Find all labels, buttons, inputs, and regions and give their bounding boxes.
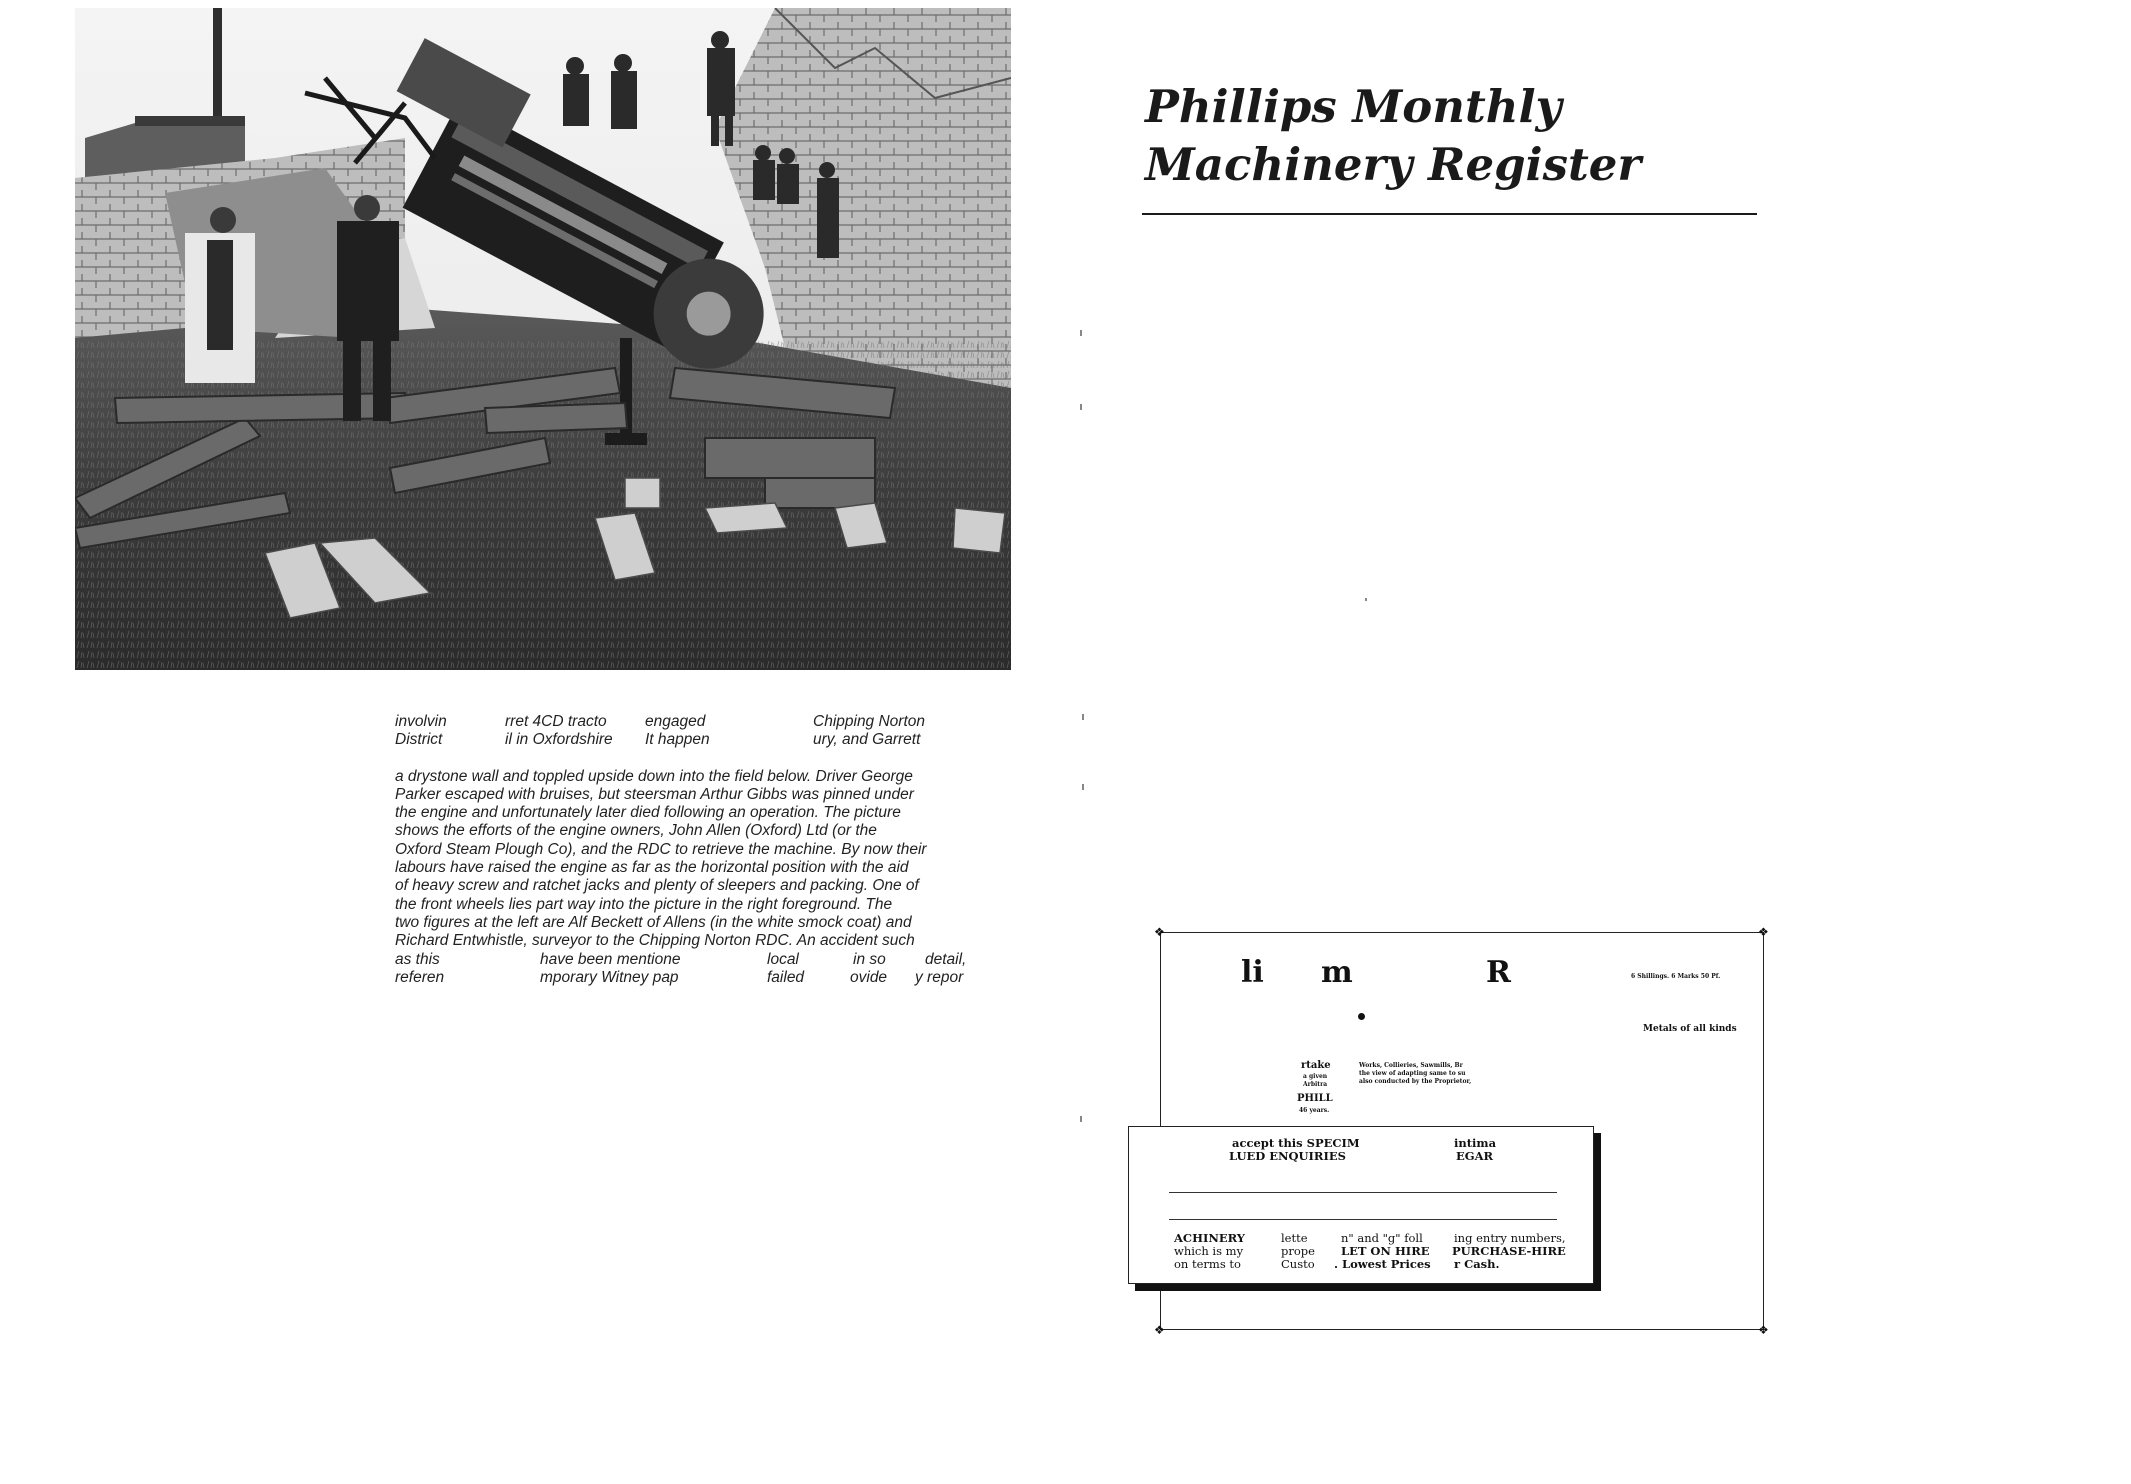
page-title-line-2: Machinery Register <box>1145 138 1642 191</box>
caption-fragment: y repor <box>915 968 964 986</box>
scan-speck <box>1080 404 1082 410</box>
caption-fragment: engaged <box>645 713 706 730</box>
photo-caption <box>395 713 1020 987</box>
bullet-dot-icon <box>1358 1013 1365 1020</box>
card-text: ing entry numbers, <box>1454 1231 1566 1245</box>
caption-row-1 <box>395 713 1020 731</box>
advert-fragment: PHILL <box>1297 1093 1333 1104</box>
caption-line: the front wheels lies part way into the picture in the right foreground. The <box>395 895 893 913</box>
caption-line: shows the efforts of the engine owners, John Allen (Oxford) Ltd (or the <box>395 822 877 840</box>
scan-speck <box>1365 598 1367 601</box>
card-text: LUED ENQUIRIES <box>1229 1149 1346 1163</box>
advert-fragment: a given <box>1303 1073 1328 1080</box>
advert-fragment: 46 years. <box>1299 1107 1330 1114</box>
photograph-overturned-engine <box>75 8 1011 670</box>
advert-fragment: the view of adapting same to su <box>1359 1070 1466 1077</box>
caption-fragment: in so <box>853 950 886 968</box>
card-text: which is my <box>1174 1244 1244 1258</box>
caption-line: the engine and unfortunately later died following an operation. The picture <box>395 804 901 822</box>
page-title-line-1: Phillips Monthly <box>1145 80 1562 133</box>
advert-fragment: Arbitra <box>1303 1081 1328 1088</box>
card-text: prope <box>1281 1244 1315 1258</box>
caption-row-last-1 <box>395 951 1020 969</box>
corner-ornament-icon: ❖ <box>1758 925 1769 939</box>
masthead-fragment: m <box>1321 955 1353 990</box>
card-text: n" and "g" foll <box>1341 1231 1423 1245</box>
corner-ornament-icon: ❖ <box>1758 1323 1769 1337</box>
scan-speck <box>1080 330 1082 336</box>
caption-fragment: failed <box>767 968 805 986</box>
caption-fragment: ovide <box>850 968 888 986</box>
card-text: Custo <box>1281 1257 1315 1271</box>
caption-paragraph <box>395 768 1020 951</box>
caption-fragment: have been mentione <box>540 950 681 968</box>
card-text: on terms to <box>1174 1257 1241 1271</box>
caption-row-last-2 <box>395 969 1020 987</box>
caption-line: Richard Entwhistle, surveyor to the Chipping Norton RDC. An accident such <box>395 932 915 950</box>
corner-ornament-icon: ❖ <box>1154 925 1165 939</box>
advert-fragment: also conducted by the Proprietor, <box>1359 1078 1472 1085</box>
card-text: EGAR <box>1456 1149 1494 1163</box>
caption-line: a drystone wall and toppled upside down into the field below. Driver George <box>395 767 913 785</box>
card-text: ACHINERY <box>1174 1231 1246 1245</box>
card-text: . Lowest Prices <box>1334 1257 1431 1271</box>
caption-row-2 <box>395 731 1020 749</box>
card-text: r Cash. <box>1454 1257 1500 1271</box>
price-line: 6 Shillings. 6 Marks 50 Pf. <box>1631 973 1721 980</box>
caption-fragment: District <box>395 731 443 749</box>
advert-fragment: rtake <box>1301 1060 1331 1071</box>
caption-line: Oxford Steam Plough Co), and the RDC to retrieve the machine. By now their <box>395 840 927 858</box>
corner-ornament-icon: ❖ <box>1154 1323 1165 1337</box>
caption-fragment: mporary Witney pap <box>540 968 679 986</box>
card-text: lette <box>1281 1231 1308 1245</box>
caption-line: two figures at the left are Alf Beckett of Allens (in the white smock coat) and <box>395 913 912 931</box>
scan-speck <box>1082 784 1084 790</box>
metals-line: Metals of all kinds <box>1643 1024 1737 1034</box>
caption-line: of heavy screw and ratchet jacks and plenty of sleepers and packing. One of <box>395 877 919 895</box>
advert-fragment: Works, Collieries, Sawmills, Br <box>1359 1062 1463 1069</box>
title-underline <box>1142 213 1757 215</box>
caption-fragment: il in Oxfordshire <box>505 731 613 749</box>
caption-fragment: as this <box>395 950 440 968</box>
caption-fragment: referen <box>395 968 445 986</box>
advert-inner-card <box>1128 1126 1594 1284</box>
caption-fragment: local <box>767 950 799 968</box>
caption-fragment: involvin <box>395 713 447 730</box>
scan-speck <box>1080 1116 1082 1122</box>
card-rule <box>1169 1219 1557 1220</box>
caption-fragment: It happen <box>645 731 710 749</box>
photo-illustration <box>75 8 1011 670</box>
caption-line: labours have raised the engine as far as the horizontal position with the aid <box>395 859 909 877</box>
scan-speck <box>1082 714 1084 720</box>
masthead-fragment: li <box>1241 955 1264 990</box>
caption-fragment: rret 4CD tracto <box>505 713 607 730</box>
card-rule <box>1169 1192 1557 1193</box>
card-text: intima <box>1454 1136 1497 1150</box>
page-title <box>1145 78 1765 194</box>
card-text: LET ON HIRE <box>1341 1244 1430 1258</box>
card-text: PURCHASE-HIRE <box>1452 1244 1566 1258</box>
card-text: accept this SPECIM <box>1232 1136 1360 1150</box>
caption-fragment: Chipping Norton <box>813 713 926 730</box>
caption-fragment: ury, and Garrett <box>813 731 921 749</box>
caption-line: Parker escaped with bruises, but steersman Arthur Gibbs was pinned under <box>395 785 914 803</box>
caption-fragment: detail, <box>925 950 967 968</box>
masthead-fragment: R <box>1486 955 1511 990</box>
